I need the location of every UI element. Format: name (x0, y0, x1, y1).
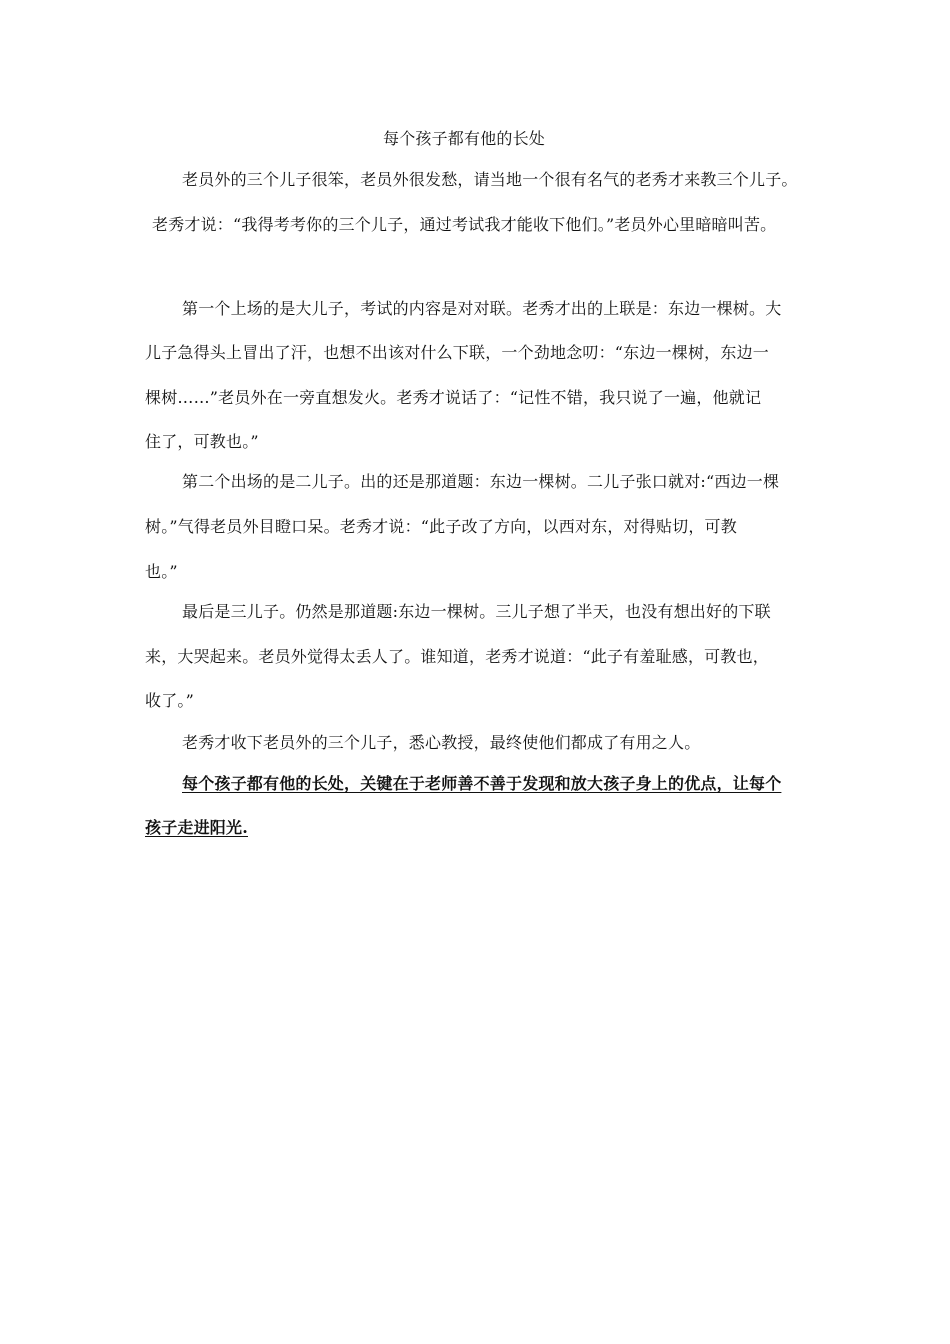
paragraph-line: 老员外的三个儿子很笨，老员外很发愁，请当地一个很有名气的老秀才来教三个儿子。 (182, 170, 798, 189)
document-title: 每个孩子都有他的长处 (383, 129, 546, 148)
paragraph-line: 来，大哭起来。老员外觉得太丢人了。谁知道，老秀才说道：“此子有羞耻感，可教也， (145, 647, 769, 666)
paragraph-line: 收了。” (145, 691, 194, 710)
paragraph-line: 住了，可教也。” (145, 432, 259, 451)
paragraph-line: 老秀才收下老员外的三个儿子，悉心教授，最终使他们都成了有用之人。 (182, 733, 701, 752)
paragraph-line: 树。”气得老员外目瞪口呆。老秀才说：“此子改了方向，以西对东，对得贴切，可教 (145, 517, 737, 536)
paragraph-line: 也。” (145, 562, 178, 581)
paragraph-line: 最后是三儿子。仍然是那道题:东边一棵树。三儿子想了半天，也没有想出好的下联 (182, 602, 771, 621)
conclusion-line: 每个孩子都有他的长处，关键在于老师善不善于发现和放大孩子身上的优点，让每个 (182, 774, 782, 793)
paragraph-line: 老秀才说：“我得考考你的三个儿子，通过考试我才能收下他们。”老员外心里暗暗叫苦。 (152, 215, 777, 234)
paragraph-line: 第一个上场的是大儿子，考试的内容是对对联。老秀才出的上联是：东边一棵树。大 (182, 299, 782, 318)
paragraph-line: 儿子急得头上冒出了汗，也想不出该对什么下联，一个劲地念叨：“东边一棵树，东边一 (145, 343, 769, 362)
paragraph-line: 棵树……”老员外在一旁直想发火。老秀才说话了：“记性不错，我只说了一遍，他就记 (145, 388, 762, 407)
conclusion-line: 孩子走进阳光. (145, 818, 248, 837)
paragraph-line: 第二个出场的是二儿子。出的还是那道题：东边一棵树。二儿子张口就对:“西边一棵 (182, 472, 780, 491)
